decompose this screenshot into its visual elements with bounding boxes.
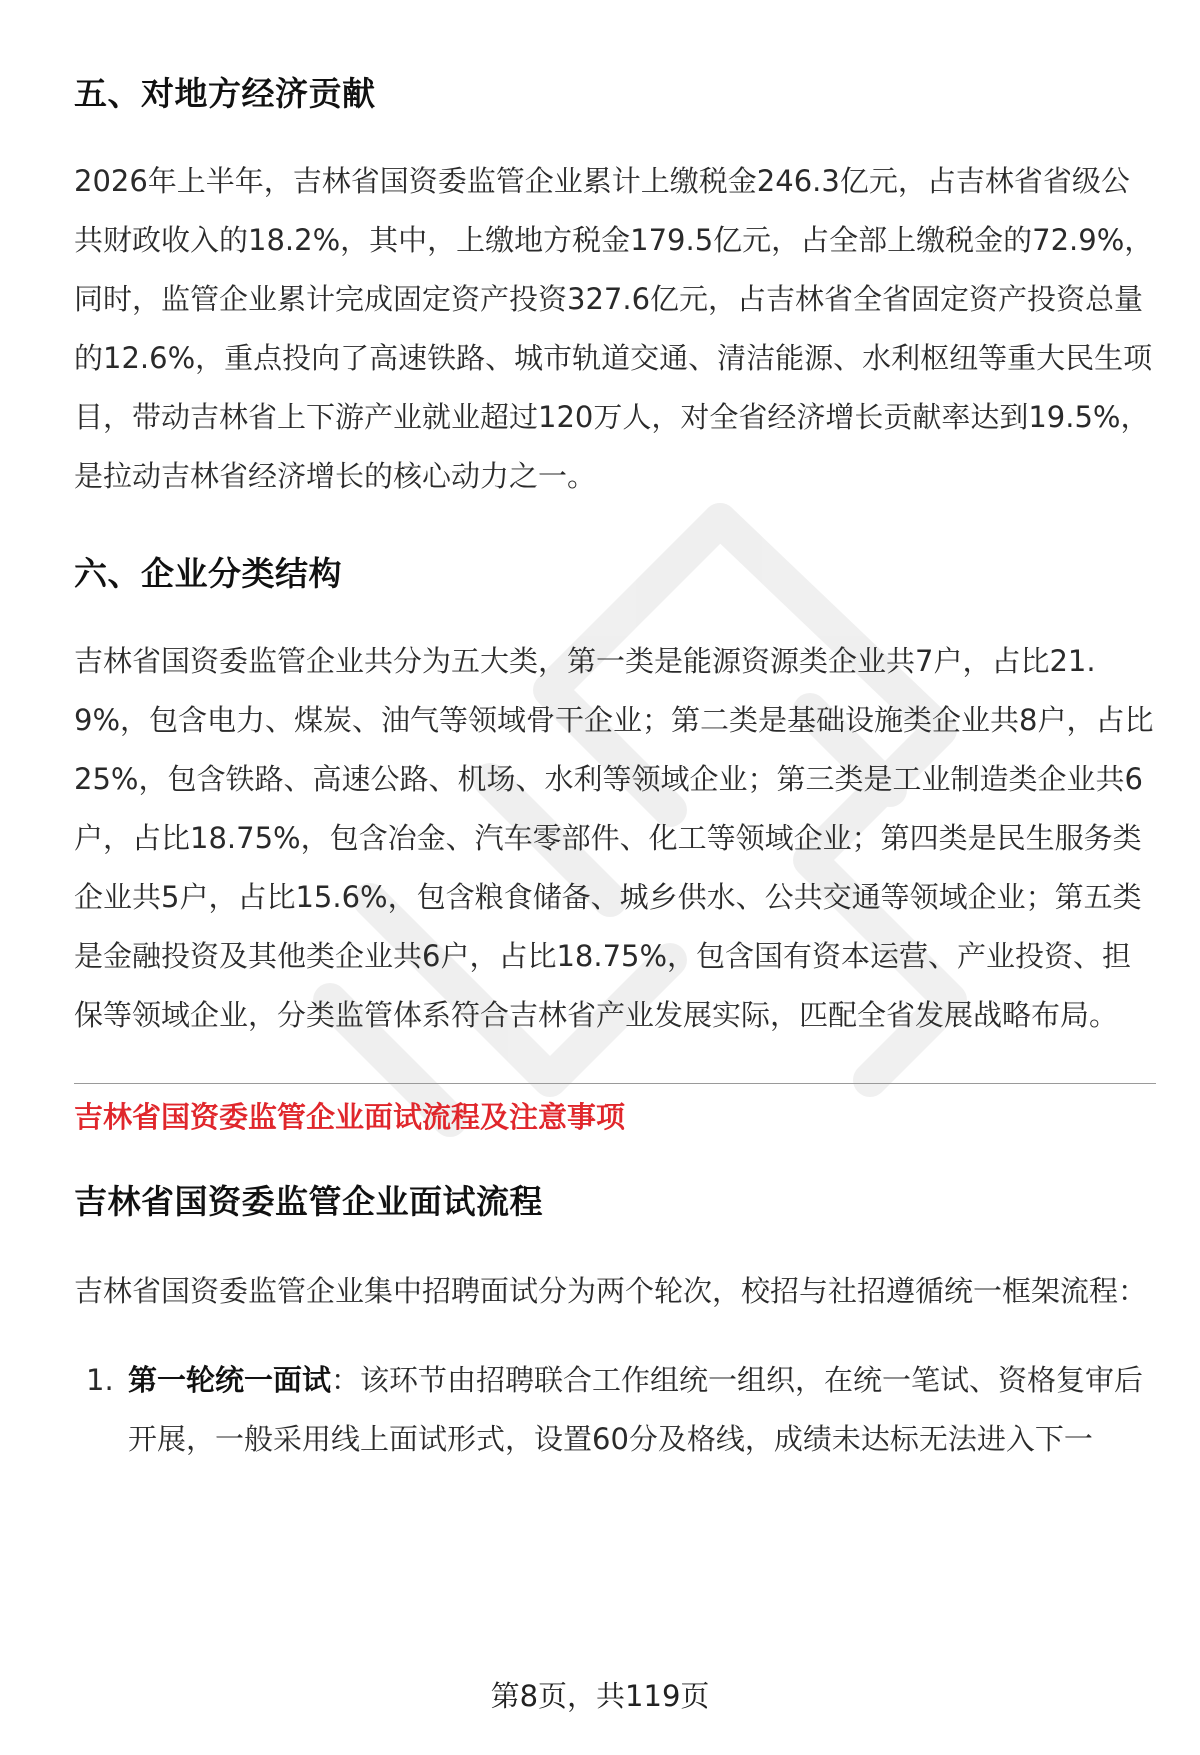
interview-subtitle: 吉林省国资委监管企业面试流程 <box>74 1182 543 1221</box>
interview-red-title: 吉林省国资委监管企业面试流程及注意事项 <box>74 1100 626 1134</box>
section-5-paragraph: 2026年上半年，吉林省国资委监管企业累计上缴税金246.3亿元，占吉林省省级公共财政收入的18.2%，其中，上缴地方税金179.5亿元，占全部上缴税金的72.9%，同时，监管企业累计完成固定资产投资327.6亿元，占吉林省全省固定资产投资总量的12.6%，重点投向了高速铁路、城市轨道交通、清洁能源、水利枢纽等重大民生项目，带动吉林省上下游产业就业超过120万人，对全省经济增长贡献率达到19.5%，是拉动吉林省经济增长的核心动力之一。 <box>74 164 1154 493</box>
step-number: 1. <box>86 1363 114 1397</box>
interview-intro: 吉林省国资委监管企业集中招聘面试分为两个轮次，校招与社招遵循统一框架流程： <box>74 1274 1148 1308</box>
document-content <box>74 62 1154 1469</box>
section-6-paragraph: 吉林省国资委监管企业共分为五大类，第一类是能源资源类企业共7户，占比21.9%，包含电力、煤炭、油气等领域骨干企业；第二类是基础设施类企业共8户，占比25%，包含铁路、高速公路、机场、水利等领域企业；第三类是工业制造类企业共6户，占比18.75%，包含冶金、汽车零部件、化工等领域企业；第四类是民生服务类企业共5户，占比15.6%，包含粮食储备、城乡供水、公共交通等领域企业；第五类是金融投资及其他类企业共6户，占比18.75%，包含国有资本运营、产业投资、担保等领域企业，分类监管体系符合吉林省产业发展实际，匹配全省发展战略布局。 <box>74 644 1154 1032</box>
page-number-footer: 第8页，共119页 <box>490 1679 710 1713</box>
interview-steps-list <box>74 1351 1154 1469</box>
step-text: ：该环节由招聘联合工作组统一组织，在统一笔试、资格复审后开展，一般采用线上面试形式，设置60分及格线，成绩未达标无法进入下一 <box>128 1363 1144 1456</box>
list-item <box>74 1351 1154 1469</box>
step-bold-title: 第一轮统一面试 <box>128 1363 332 1397</box>
section-6-title: 六、企业分类结构 <box>74 554 342 593</box>
section-5-title: 五、对地方经济贡献 <box>74 74 376 113</box>
